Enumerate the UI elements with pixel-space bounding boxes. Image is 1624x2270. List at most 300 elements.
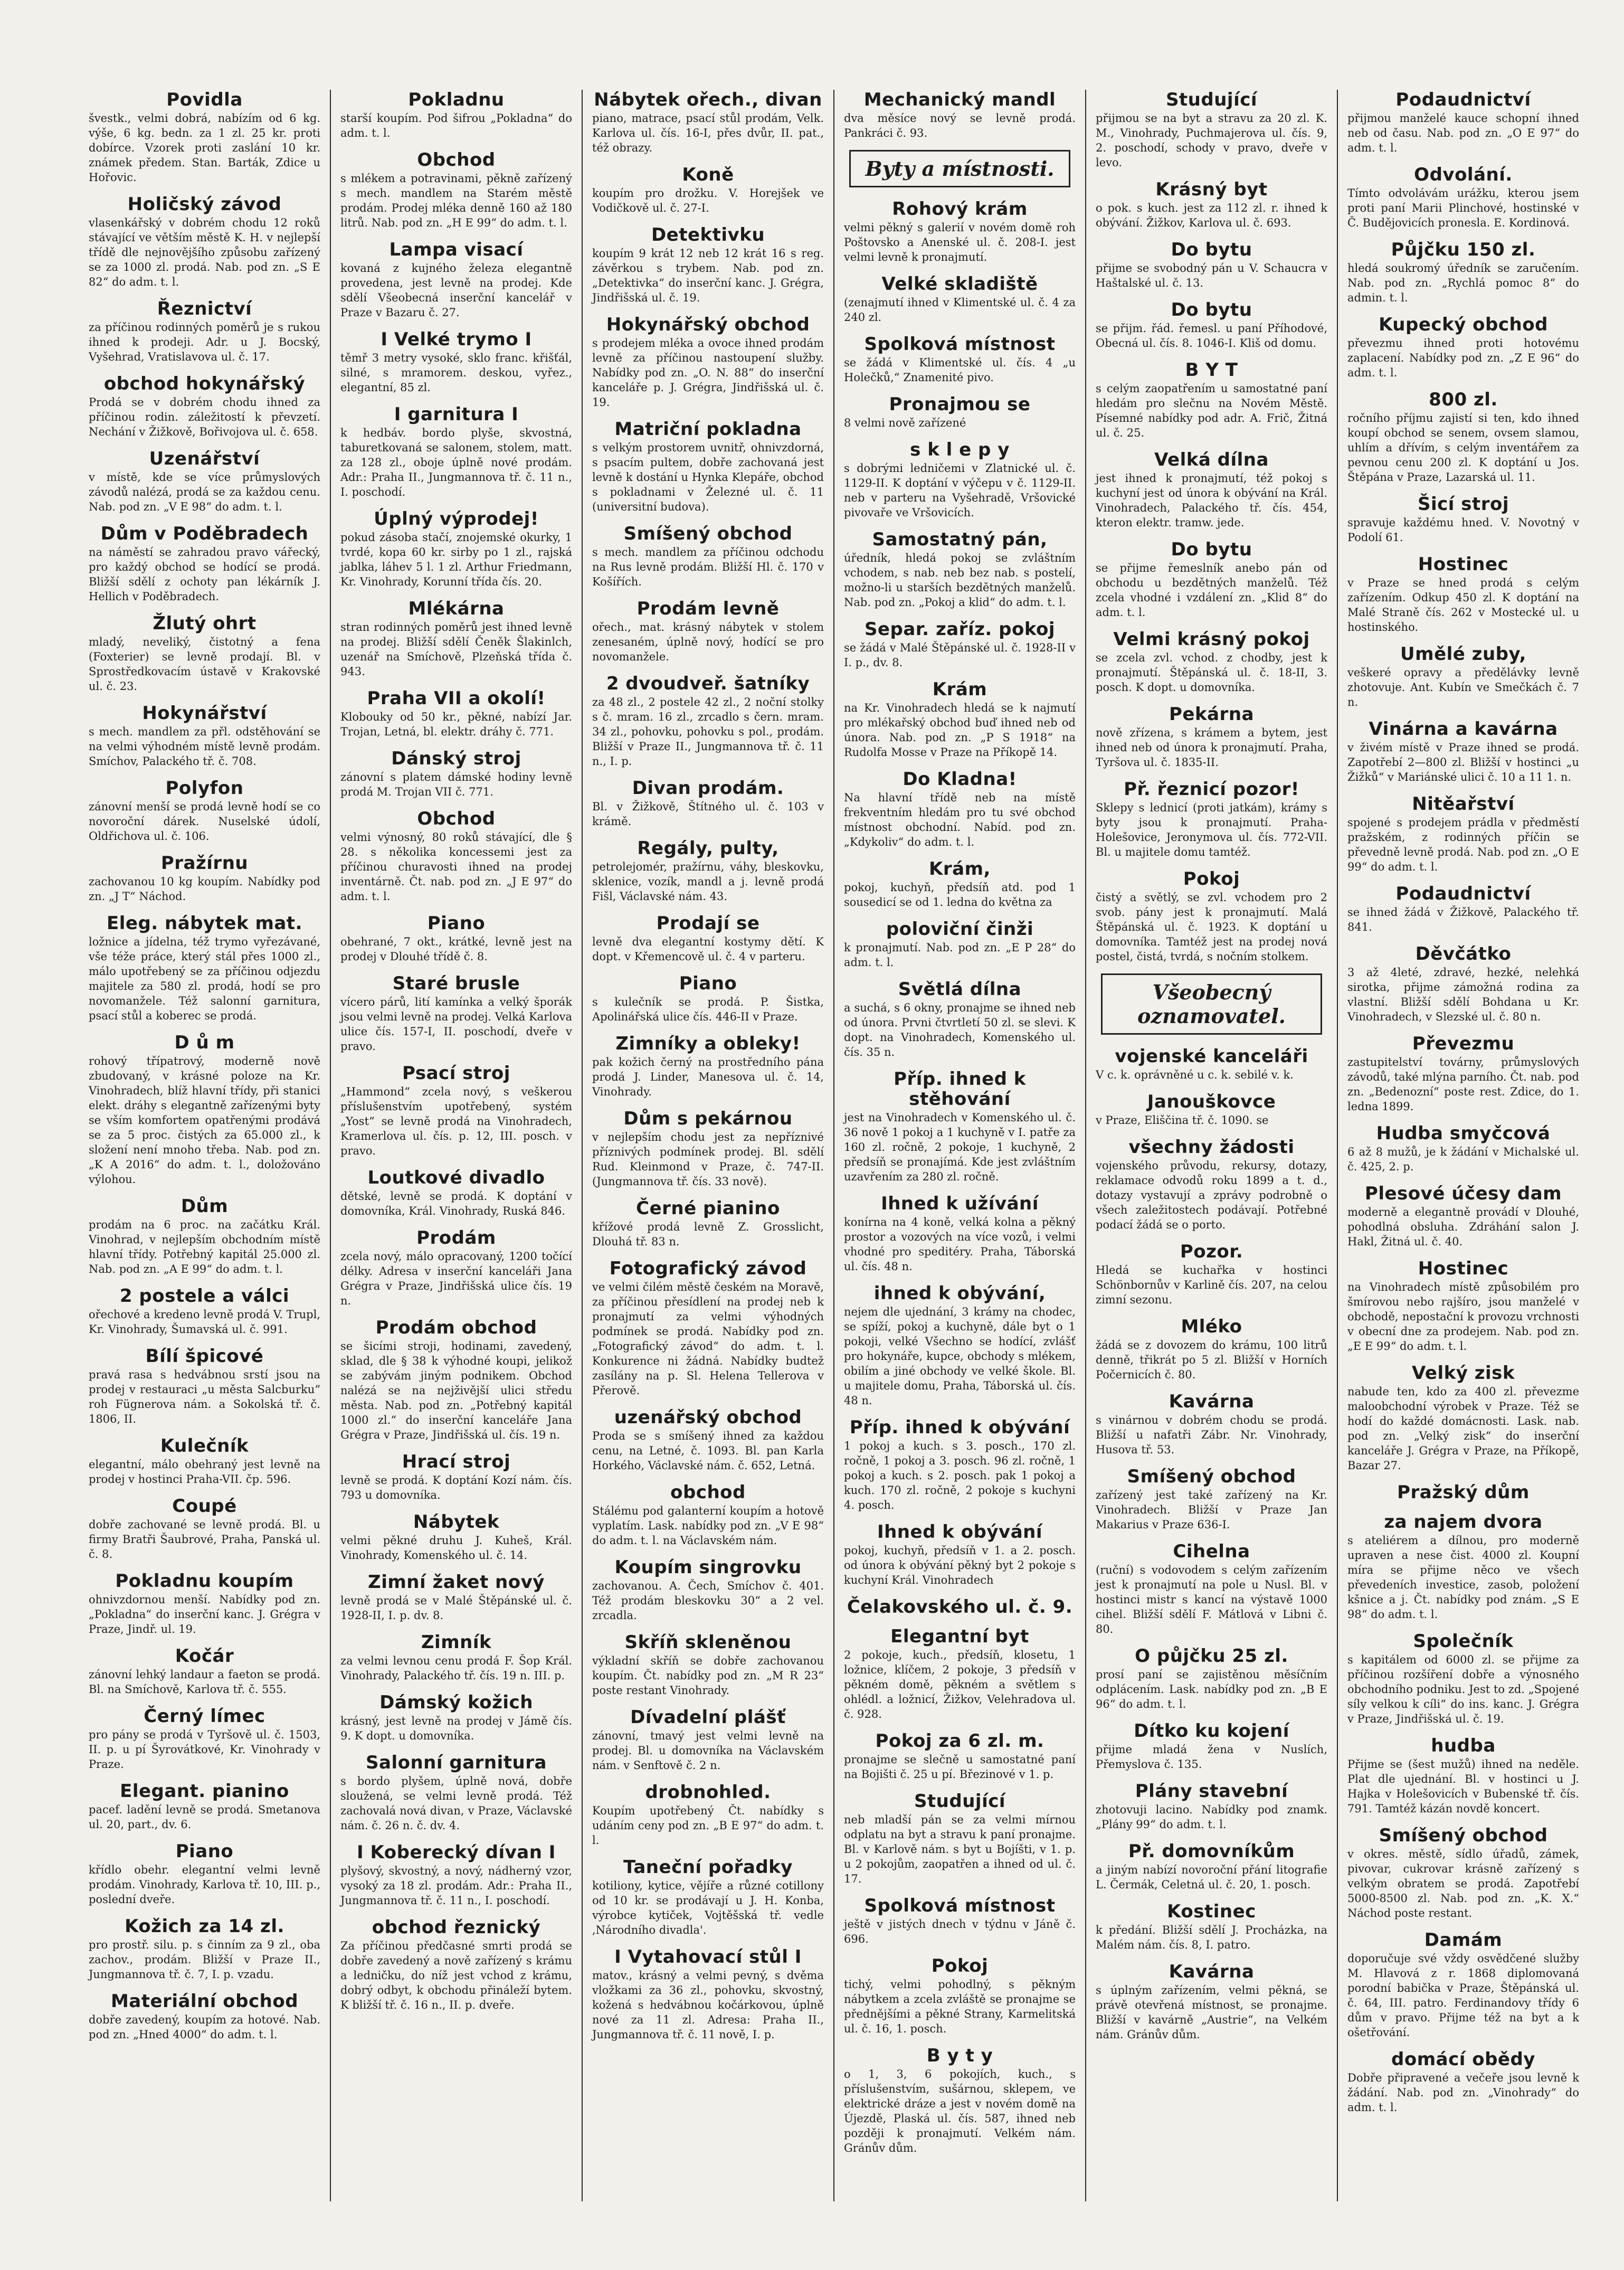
classified-ad [340, 1753, 572, 1833]
ad-text: křídlo obehr. elegantní velmi levně prodám. Vinohrady, Karlova tř. 10, III. p., poslední dveře. [89, 1864, 320, 1906]
ad-text: k hedbáv. bordo plyše, skvostná, taburetkovaná se salonem, stolem, matt. za 128 zl., oboje úplně nové prodám. Adr.: Praha II., Jungmannova tř. č. 11 n., I. poschodí. [340, 427, 572, 498]
classified-ad [844, 1522, 1076, 1587]
classified-ad [340, 1318, 572, 1442]
classified-ad [1096, 869, 1327, 964]
classified-ad [1096, 1092, 1327, 1128]
ad-text: koupím pro drožku. V. Horejšek ve Vodičkově ul. č. 27-I. [592, 187, 824, 214]
ad-text: kotiliony, kytice, vějíře a různé cotillony od 10 kr. se prodávají u J. H. Konba, výrobce kytiček, Vojtěšská tř. vedle ,Národního divadla'. [592, 1879, 824, 1936]
ad-text: „Hammond“ zcela nový, s veškerou příslušenstvím upotřebený, systém „Yost“ se levně prodá na Vinohradech, Kramerlova ul. čís. p. 12, III. posch. v pravo. [340, 1085, 572, 1157]
ad-headline: Salonní garnitura [366, 1752, 547, 1773]
classified-ad [1096, 704, 1327, 770]
ad-headline: 2 dvoudveř. šatníky [606, 673, 810, 694]
classified-ad [592, 524, 824, 589]
classified-ad [592, 838, 824, 904]
classified-ad [340, 1228, 572, 1308]
ad-text: zánovní s platem dámské hodiny levně prodá M. Trojan VII č. 771. [340, 771, 572, 798]
ad-headline: Studující [914, 1791, 1006, 1812]
ad-headline: Bílí špicové [145, 1346, 264, 1367]
classified-ad [1096, 779, 1327, 859]
classified-ad [844, 90, 1076, 140]
ad-text: 3 až 4leté, zdravé, hezké, nelehká sirotka, přijme zámožná rodina za vlastní. Bližší sdělí Bohdana u Kr. Vinohradech, v Slezské ul. č. 80 n. [1347, 966, 1579, 1023]
classified-ad [1096, 90, 1327, 170]
ad-headline: Lampa visací [389, 239, 524, 260]
ad-text: se zcela zvl. vchod. z chodby, jest k pronajmutí. Štěpánská ul. č. 18-II, 3. posch. K dopt. u domovníka. [1096, 651, 1327, 694]
classified-ad [89, 194, 320, 289]
ad-text: doporučuje své vždy osvědčené služby M. Hlavová z r. 1868 diplomovaná porodní babička v Praze, Štěpánská ul. č. 64, III. patro. Ferdinandovy třídy 6 dům v pravo. Přijme též na byt a k ošetřování. [1347, 1952, 1579, 2039]
ad-headline: všechny žádosti [1128, 1137, 1295, 1158]
ad-headline: Podaudnictví [1395, 883, 1531, 904]
classified-ad [89, 613, 320, 694]
ad-text: ročního příjmu zajistí si ten, kdo ihned koupí obchod se senem, ovsem slamou, uhlím a dřívím, s celým inventářem za pevnou cenu 200 zl. K doptání u Jos. Štěpána v Praze, Lazarská ul. 11. [1347, 412, 1579, 484]
ad-headline: Černé pianino [636, 1198, 780, 1219]
classified-ad [89, 853, 320, 904]
ad-text: krásný, jest levně na prodej v Jámě čís. 9. K dopt. u domovníka. [340, 1715, 572, 1742]
ad-headline: za najem dvora [1384, 1511, 1543, 1533]
ad-text: zařízený jest také zařízený na Kr. Vinohradech. Bližší v Praze Jan Makarius v Praze 636-I. [1096, 1489, 1327, 1531]
ad-text: a suchá, s 6 okny, pronajme se ihned neb od února. Prvni čtvrtletí 50 zl. se slevi. K dopt. na Vinohradech, Komenského ul. čís. 35 n. [844, 1001, 1076, 1058]
classified-ad [1096, 540, 1327, 620]
classified-ad [844, 199, 1076, 264]
ad-text: hledá soukromý úředník se zaručením. Nab. pod zn. „Rychlá pomoc 8“ do admin. t. l. [1347, 262, 1579, 304]
ad-headline: Odvolání. [1414, 164, 1513, 185]
ad-headline: Pozor. [1180, 1241, 1243, 1262]
classified-ad [1096, 1902, 1327, 1952]
ad-headline: Cihelna [1173, 1541, 1250, 1562]
classified-ad [1096, 1962, 1327, 2042]
ad-headline: Příp. ihned k stěhování [894, 1068, 1026, 1110]
ad-text: s mech. mandlem za příčinou odchodu na Rus levně prodám. Bližší Hl. č. 170 v Košířích. [592, 546, 824, 588]
ad-headline: drobnohled. [645, 1782, 771, 1803]
ad-text: petrolejomér, pražírnu, váhy, bleskovku, sklenice, vozík, mandl a j. levně prodá Fišl, Václavské nám. 43. [592, 860, 824, 903]
ad-headline: Velké skladiště [881, 273, 1038, 295]
ad-headline: Hostinec [1418, 1258, 1509, 1279]
classified-ad [1096, 1317, 1327, 1382]
ad-headline: Dánský stroj [391, 748, 521, 769]
ad-headline: Řeznictví [157, 298, 252, 319]
ad-headline: Kulečník [160, 1435, 249, 1456]
classified-ad [592, 1198, 824, 1249]
ad-text: a jiným nabízí novoroční přání litografie L. Čermák, Celetná ul. č. 20, 1. posch. [1096, 1864, 1327, 1891]
ad-headline: Praha VII a okolí! [367, 688, 546, 709]
classified-ad [1096, 300, 1327, 351]
ad-text: nejem dle ujednání, 3 krámy na chodec, se spíží, pokoj a kuchyně, dále byt o 1 pokoji, velké Všechno se hodící, zvlášť pro hokynáře, kupce, obchody s mlékem, obilím a jiné obchody ve velké škole. Bl. u majitele domu, Praha, Táborská ul. čís. 48 n. [844, 1306, 1076, 1407]
ad-text: Tímto odvolávám urážku, kterou jsem proti paní Marii Plinchové, hostinské v Č. Budějovicích pronesla. E. Kordinová. [1347, 187, 1579, 229]
classified-ad [1347, 1259, 1579, 1354]
classified-ad [89, 778, 320, 844]
classified-ad [89, 1706, 320, 1772]
ad-text: stran rodinných poměrů jest ihned levně na prodej. Bližší sdělí Čeněk Šlakinlch, uzenář na Smíchově, Plzeňská třída č. 943. [340, 621, 572, 678]
ad-text: těmř 3 metry vysoké, sklo franc. křišťál, silné, s mramorem. deskou, vyřez., elegantní, 85 zl. [340, 352, 572, 394]
ad-headline: obchod [670, 1482, 746, 1503]
classified-ad [844, 1069, 1076, 1184]
classified-ad [1347, 1363, 1579, 1473]
classified-ad [340, 1168, 572, 1218]
ad-headline: Do bytu [1171, 299, 1252, 320]
ad-text: dobře zavedený, koupím za hotové. Nab. pod zn. „Hned 4000“ do adm. t. l. [89, 2013, 320, 2041]
ad-headline: Divan prodám. [632, 778, 784, 799]
classified-ad [1347, 1826, 1579, 1921]
ad-text: pokoj, kuchyň, předsíň v 1. a 2. posch. od února k obývání pěkný byt 2 pokoje s kuchyní Král. Vinohradech [844, 1544, 1076, 1586]
classified-ad [1347, 240, 1579, 305]
ad-text: matov., krásný a velmi pevný, s dvěma vložkami za 36 zl., pohovku, skvostný, kožená s hedvábnou kočárkovou, úplně nové za 11 zl. Adresa: Praha II., Jungmannova tř. č. 11 nově, I. p. [592, 1969, 824, 2041]
classified-ad [89, 1346, 320, 1426]
ad-headline: I Velké trymo I [381, 329, 532, 350]
classified-ad [844, 1626, 1076, 1722]
classified-ad [340, 1572, 572, 1623]
classified-ad [592, 1947, 824, 2042]
ad-column [834, 90, 1086, 2201]
ad-text: velmi pěkný s galerií v novém domě roh Poštovsko a Anenské ul. č. 208-I. jest velmi levně k pronajmutí. [844, 221, 1076, 263]
ad-headline: Mléko [1181, 1316, 1242, 1337]
ad-text: pro prostř. silu. p. s činním za 9 zl., oba zachov., prodám. Bližší v Praze II., Jungmannova tř. č. 7, I. p. vzadu. [89, 1938, 320, 1981]
ad-headline: Pokoj [931, 1955, 989, 1976]
classified-ad [844, 979, 1076, 1060]
classified-ad [340, 1917, 572, 2012]
classified-ad [1347, 1034, 1579, 1114]
ad-headline: Kavárna [1169, 1391, 1255, 1412]
ad-text: Bl. v Žižkově, Štítného ul. č. 103 v krámě. [592, 800, 824, 828]
ad-headline: Čelakovského ul. č. 9. [847, 1596, 1073, 1618]
ad-text: kovaná z kujného železa elegantně provedena, jest levně na prodej. Kde sdělí Všeobecná inserční kancelář v Praze v Bazaru č. 27. [340, 262, 572, 319]
section-heading: Byty a místnosti. [849, 150, 1070, 187]
ad-headline: Pražský dům [1397, 1482, 1530, 1503]
ad-column [583, 90, 834, 2201]
ad-headline: Eleg. nábytek mat. [107, 913, 302, 934]
classified-ad [592, 1857, 824, 1937]
ad-text: s prodejem mléka a ovoce ihned prodám levně za příčinou nastoupení služby. Nabídky pod zn. „O. N. 88“ do inserční kanceláře p. J. Grégra, Jindřišská ul. č. 19. [592, 337, 824, 409]
ad-text: moderně a elegantně provádí v Dlouhé, pohodlná obsluha. Zdráhání salon J. Hakl, Žitná ul. č. 40. [1347, 1206, 1579, 1248]
ad-text: zastupitelství továrny, průmyslových závodů, také mlýna parního. Čt. nab. pod zn. „Bedenozní“ poste rest. Zdice, do 1. ledna 1899. [1347, 1056, 1579, 1113]
ad-headline: Příp. ihned k obývání [849, 1417, 1070, 1438]
classified-ad [1347, 1512, 1579, 1622]
ad-text: se přijm. řád. řemesl. u paní Příhodové, Obecná ul. čís. 8. 1046-I. Kliš od domu. [1096, 322, 1327, 349]
ad-headline: Kostinec [1167, 1901, 1256, 1922]
classified-ad [592, 1407, 824, 1473]
classified-ad [89, 374, 320, 439]
ad-headline: Rohový krám [892, 198, 1028, 220]
classified-ad [89, 1196, 320, 1276]
classified-ad [1096, 450, 1327, 530]
ad-headline: vojenské kanceláři [1115, 1046, 1308, 1067]
ad-headline: I Koberecký dívan I [357, 1842, 556, 1863]
ad-headline: Př. domovníkům [1128, 1841, 1295, 1862]
ad-text: na Kr. Vinohradech hledá se k najmutí pro mlékařský obchod buď ihned neb od února. Nab. pod zn. „P S 1918“ na Rudolfa Mosse v Praze na Příkopě 14. [844, 702, 1076, 759]
ad-headline: Loutkové divadlo [367, 1167, 545, 1188]
ad-text: přijmou se na byt a stravu za 20 zl. K. M., Vinohrady, Puchmajerova ul. čís. 9, 2. poschodí, schody v pravo, dveře v levo. [1096, 112, 1327, 169]
ad-text: za velmi levnou cenu prodá F. Šop Král. Vinohrady, Palackého tř. čís. 19 n. III. p. [340, 1654, 572, 1682]
ad-text: Přijme se (šest mužů) ihned na neděle. Plat dle ujednání. Bl. v hostinci u J. Hajka v Holešovicích v Bubenské tř. čís. 791. Tamtéž kázán novdě koncert. [1347, 1758, 1579, 1815]
classified-ad [89, 449, 320, 514]
ad-text: se šicími stroji, hodinami, zavedený, sklad, dle § 38 k výhodné koupi, jelikož se zabývám jiným podnikem. Obchod nalézá se na nejživější ulici středu města. Nab. pod zn. „Potřebný kapitál 1000 zl.“ do inserční kanceláře Jana Grégra v Praze, Jindřišská ul. čís. 19 n. [340, 1340, 572, 1441]
ad-text: Na hlavní třídě neb na místě frekventním hledám pro tu své obchod místnost obchodní. Nabíd. pod zn. „Kdykoliv“ do adm. t. l. [844, 791, 1076, 848]
ad-text: s bordo plyšem, úplně nová, dobře sloužená, se velmi levně prodá. Též zachovalá nová divan, v Praze, Václavské nám. č. 26 n. č. dv. 4. [340, 1775, 572, 1832]
classified-ad [844, 1791, 1076, 1886]
ad-text: v Praze, Eliščina tř. č. 1090. se [1096, 1114, 1269, 1127]
ad-text: levně se prodá. K doptání Kozí nám. čís. 793 u domovníka. [340, 1474, 572, 1501]
ad-headline: Nábytek ořech., divan [594, 90, 822, 110]
ad-text: s úplným zařízením, velmi pěkná, se právě otevřená místnost, se pronajme. Bližší v kavárně „Austrie“, na Velkém nám. Gránův dům. [1096, 1984, 1327, 2041]
ad-text: levně dva elegantní kostymy dětí. K dopt. v Křemencově ul. č. 4 v parteru. [592, 935, 824, 963]
classified-ad [89, 524, 320, 604]
ad-headline: Dívadelní plášť [630, 1707, 786, 1728]
ad-headline: Do bytu [1171, 539, 1252, 560]
ad-text: veškeré opravy a předělávky levně zhotovuje. Ant. Kubín ve Smečkách č. 7 n. [1347, 666, 1579, 708]
classified-ad [592, 1632, 824, 1698]
classified-ad [844, 440, 1076, 520]
ad-headline: Hrací stroj [402, 1451, 511, 1472]
ad-headline: Mechanický mandl [863, 90, 1056, 110]
classified-ad [592, 1782, 824, 1848]
ad-text: s kapitálem od 6000 zl. se přijme za příčinou rozšíření dobře a výnosného obchodního podniku. Jest to zd. „Spojené síly velkou k cíli“ do ins. kanc. J. Grégra v Praze, Jindřišská ul. č. 19. [1347, 1653, 1579, 1725]
ad-headline: Zimníky a obleky! [615, 1033, 801, 1054]
classified-ad [1096, 629, 1327, 695]
classified-ad [340, 599, 572, 679]
ad-text: úředník, hledá pokoj se zvláštním vchodem, s nab. neb bez nab. s postelí, možno-li u starších bezdětných manželů. Nab. pod zn. „Pokoj a klid“ do adm. t. l. [844, 552, 1076, 609]
ad-headline: Hostinec [1418, 554, 1509, 575]
ad-text: se přijme řemeslník anebo pán od obchodu u bezdětných manželů. Též zcela vhodné i vzdálení zn. „Klid 8“ do adm. t. l. [1096, 562, 1327, 619]
classified-ad [89, 1841, 320, 1907]
classified-ad [592, 1707, 824, 1773]
ad-text: Za příčinou předčasné smrti prodá se dobře zavedený a nově zařízený s krámu a ledničku, do níž jest vchod z krámu, dobrý odbyt, k obchodu přináleží bytem. K bližší tř. č. 16 n., II. p. dveře. [340, 1940, 572, 2011]
classified-ad [1096, 1646, 1327, 1711]
newspaper-page [79, 90, 1589, 2201]
classified-ad [592, 1482, 824, 1548]
ad-text: zcela nový, málo opracovaný, 1200 točící délky. Adresa v inserční kanceláři Jana Grégra v Praze, Jindřišská ulice čís. 19 n. [340, 1250, 572, 1307]
ad-headline: 800 zl. [1429, 389, 1498, 410]
ad-headline: Dům s pekárnou [623, 1108, 793, 1129]
classified-ad [89, 1781, 320, 1832]
ad-text: s celým zaopatřením u samostatné paní hledám pro slečnu na Novém Městě. Písemné nabídky pod adr. A. Frič, Žitná ul. č. 25. [1096, 382, 1327, 439]
ad-text: s mlékem a potravinami, pěkně zařízený s mech. mandlem na Starém městě prodám. Prodej mléka denně 160 až 180 litrů. Nab. pod zn. „H E 99“ do adm. t. l. [340, 172, 572, 229]
ad-text: vícero párů, lití kamínka a velký šporák jsou velmi levně na prodej. Velká Karlova ulice čís. 157-I, II. poschodí, dveře v pravo. [340, 996, 572, 1053]
ad-text: 6 až 8 mužů, je k žádání v Michalské ul. č. 425, 2. p. [1347, 1146, 1579, 1173]
classified-ad [1347, 884, 1579, 934]
classified-ad [1347, 554, 1579, 635]
classified-ad [340, 913, 572, 964]
ad-headline: Kavárna [1169, 1961, 1255, 1982]
ad-text: zánovní, tmavý jest velmi levně na prodej. Bl. u domovníka na Václavském nám. v Senftově č. 2 n. [592, 1729, 824, 1772]
ad-text: V c. k. oprávněné u c. k. sebilé v. k. [1096, 1068, 1294, 1081]
ad-headline: Dámský kožich [379, 1692, 533, 1713]
classified-ad [592, 1034, 824, 1099]
ad-text: velmi výnosný, 80 roků stávající, dle § 28. s několika koncessemi jest za příčinou churavosti ihned na prodej inventárně. Čt. nab. pod zn. „J E 97“ do adm. t. l. [340, 831, 572, 903]
ad-text: nabude ten, kdo za 400 zl. převezme maloobchodní výrobek v Praze. Též se hodí do každé domácnosti. Lask. nab. pod zn. „Velký zisk“ do inserční kanceláře J. Grégra v Praze, na Příkopě, Bazar 27. [1347, 1385, 1579, 1472]
ad-text: s mech. mandlem za přl. odstěhování se na velmi výhodném místě levně prodám. Smíchov, Palackého tř. č. 708. [89, 725, 320, 768]
ad-text: 1 pokoj a kuch. s 3. posch., 170 zl. ročně, 1 pokoj a 3. posch. 96 zl. ročně, 1 pokoj a kuch. s 2. posch. pak 1 pokoj a kuch. 170 zl. ročně, 2 pokoje s kuchyni 4. posch. [844, 1440, 1076, 1511]
classified-ad [844, 394, 1076, 430]
ad-text: ořechové a kredeno levně prodá V. Trupl, Kr. Vinohrady, Šumavská ul. č. 991. [89, 1308, 320, 1336]
ad-text: se žádá v Klimentské ul. čís. 4 „u Holečků,“ Znamenité pivo. [844, 356, 1076, 384]
ad-headline: uzenářský obchod [614, 1407, 802, 1428]
ad-headline: Zimník [421, 1632, 492, 1653]
ad-text: vojenského průvodu, rekursy, dotazy, reklamace odvodů roku 1899 a t. d., dotazy vystavují a zprávy podrobně o všech zaležitostech podávají. Potřebné podací žádá se o porto. [1096, 1159, 1327, 1231]
ad-text: Stálému pod galanterní koupím a hotově vyplatím. Lask. nabídky pod zn. „V E 98“ do adm. t. l. na Václavském nám. [592, 1505, 824, 1547]
ad-text: obehrané, 7 okt., krátké, levně jest na prodej v Dlouhé třídě č. 8. [340, 935, 572, 963]
classified-ad [1347, 794, 1579, 874]
ad-headline: Nábytek [413, 1511, 500, 1533]
classified-ad [89, 703, 320, 769]
ad-text: přijmou manželé kauce schopní ihned neb od času. Nab. pod zn. „O E 97“ do adm. t. l. [1347, 112, 1579, 154]
ad-text: levně prodá se v Malé Štěpánské ul. č. 1928-II, I. p. dv. 8. [340, 1594, 572, 1622]
ad-headline: Velká dílna [1154, 449, 1269, 470]
classified-ad [1347, 1184, 1579, 1249]
ad-headline: obchod řeznický [372, 1917, 541, 1938]
classified-ad [592, 90, 824, 155]
ad-headline: Př. řeznicí pozor! [1124, 779, 1299, 800]
ad-headline: Plesové účesy dam [1364, 1183, 1562, 1204]
ad-headline: Mlékárna [408, 598, 505, 619]
ad-text: se žádá v Malé Štěpánské ul. č. 1928-II v I. p., dv. 8. [844, 641, 1076, 669]
classified-ad [89, 913, 320, 1023]
ad-headline: Šicí stroj [1417, 494, 1509, 515]
ad-headline: Úplný výprodej! [374, 508, 539, 529]
ad-text: (ruční) s vodovodem s celým zařízením jest k pronajmutí na pole u Nusl. Bl. v hostinci mistr s kancí na výstavě 1000 cihel. Bližší sdělí F. Mátlová v Libni č. 80. [1096, 1564, 1327, 1635]
ad-text: žádá se z dovozem do krámu, 100 litrů denně, třikrát po 5 zl. Bližší v Horních Počernicích č. 80. [1096, 1339, 1327, 1381]
ad-text: prosí paní se zajistěnou měsíčním odplácením. Lask. nabídky pod zn. „B E 96“ do adm. t. l. [1096, 1668, 1327, 1710]
ad-headline: Krám, [929, 858, 991, 879]
ad-headline: Materiální obchod [110, 1991, 299, 2012]
ad-headline: ihned k obývání, [873, 1283, 1046, 1304]
classified-ad [340, 688, 572, 739]
ad-headline: hudba [1431, 1735, 1496, 1756]
classified-ad [592, 1259, 824, 1398]
ad-text: ložnice a jídelna, též trymo vyřezávané, vše téže práce, který stál přes 1000 zl., málo upotřebený se za příčinou odjezdu majitele za 580 zl. prodá, hodí se pro novomanžele. Též salonní garnitura, psací stůl a koberec se prodá. [89, 935, 320, 1022]
classified-ad [592, 973, 824, 1024]
ad-text: ořech., mat. krásný nábytek v stolem zenesaném, úplně nový, hodící se pro novomanžele. [592, 621, 824, 663]
ad-text: za 48 zl., 2 postele 42 zl., 2 noční stolky s č. mram. 16 zl., zrcadlo s čern. mram. 34 zl., pohovku, pohovku s pol., prodám. Bližší v Praze II., Jungmannova tř. č. 11 n., I. p. [592, 696, 824, 768]
ad-headline: Nitěařství [1412, 793, 1515, 815]
ad-headline: Umělé zuby, [1400, 644, 1526, 665]
classified-ad [844, 1896, 1076, 1946]
classified-ad [592, 674, 824, 769]
ad-headline: Podaudnictví [1395, 90, 1531, 110]
classified-ad [592, 1109, 824, 1189]
ad-headline: Pokoj za 6 zl. m. [875, 1730, 1044, 1752]
classified-ad [340, 329, 572, 395]
ad-headline: B Y T [1185, 360, 1238, 381]
ad-headline: O půjčku 25 zl. [1135, 1645, 1288, 1667]
ad-headline: Krám [932, 679, 987, 700]
ad-text: zánovní lehký landaur a faeton se prodá. Bl. na Smíchově, Karlova tř. č. 555. [89, 1668, 320, 1696]
ad-headline: Prodám levně [637, 598, 780, 619]
ad-headline: I garnitura I [394, 404, 519, 425]
ad-headline: Pokladnu koupím [115, 1571, 294, 1592]
ad-headline: Fotografický závod [609, 1258, 807, 1279]
classified-ad [1096, 1242, 1327, 1307]
classified-ad [844, 1731, 1076, 1782]
ad-headline: Dům [181, 1196, 229, 1217]
classified-ad [1096, 1841, 1327, 1892]
ad-text: přijme se svobodný pán u V. Schaucra v Haštalské ul. č. 13. [1096, 262, 1327, 289]
classified-ad [1096, 179, 1327, 230]
classified-ad [340, 404, 572, 499]
ad-text: pokoj, kuchyň, předsíň atd. pod 1 sousedicí se od 1. ledna do května za [844, 881, 1076, 909]
classified-ad [844, 274, 1076, 325]
ad-text: Prodá se v dobrém chodu ihned za příčinou rodin. záležitostí k převzetí. Nechání v Žižkově, Bořivojova ul. č. 658. [89, 396, 320, 438]
ad-text: elegantní, málo obehraný jest levně na prodej v hostinci Praha-VII. čp. 596. [89, 1458, 320, 1486]
ad-text: velmi pěkné druhu J. Kuheš, Král. Vinohrady, Komenského ul. č. 14. [340, 1534, 572, 1562]
ad-text: Klobouky od 50 kr., pěkné, nabízí Jar. Trojan, Letná, bl. elektr. dráhy č. 771. [340, 711, 572, 738]
ad-headline: Kožich za 14 zl. [125, 1916, 284, 1937]
classified-ad [340, 1692, 572, 1743]
ad-headline: Kupecký obchod [1379, 314, 1548, 335]
ad-text: převezmu ihned proti hotovému zaplacení. Nabídky pod zn. „Z E 96“ do adm. t. l. [1347, 337, 1579, 379]
classified-ad [592, 225, 824, 305]
ad-text: za příčinou rodinných poměrů je s rukou ihned k prodeji. Adr. u J. Bocský, Vyšehrad, Vratislavova ul. č. 17. [89, 321, 320, 363]
ad-headline: Kočár [175, 1645, 234, 1667]
ad-headline: Samostatný pán, [872, 529, 1048, 550]
classified-ad [89, 1436, 320, 1487]
classified-ad [89, 1571, 320, 1637]
ad-headline: Damám [1424, 1930, 1503, 1951]
ad-text: zánovní menší se prodá levně hodí se co novoroční dárek. Nuselské údolí, Oldřichova ul. č. 106. [89, 800, 320, 843]
ad-headline: Koně [682, 164, 734, 185]
ad-headline: Prodají se [656, 913, 760, 934]
ad-text: pacef. ladění levně se prodá. Smetanova ul. 20, part., dv. 6. [89, 1803, 320, 1831]
classified-ad [844, 1417, 1076, 1512]
ad-text: s velkým prostorem uvnitř, ohnivzdorná, s psacím pultem, dobře zachovaná jest levně k dostání u Hynka Klepáře, obchod s pokladnami v Železné ul. č. 11 (universitní budova). [592, 441, 824, 513]
classified-ad [844, 679, 1076, 760]
classified-ad [1096, 1781, 1327, 1832]
ad-headline: Smíšený obchod [623, 523, 793, 544]
classified-ad [340, 1512, 572, 1563]
classified-ad [89, 1646, 320, 1697]
ad-headline: Spolková místnost [864, 334, 1056, 355]
classified-ad [844, 334, 1076, 385]
ad-headline: Hokynářství [142, 703, 267, 724]
ad-headline: Janouškovce [1147, 1091, 1276, 1112]
ad-text: Koupím upotřebený Čt. nabídky s udáním ceny pod zn. „B E 97“ do adm. t. l. [592, 1804, 824, 1847]
ad-headline: Dům v Poděbradech [100, 523, 309, 544]
classified-ad [340, 150, 572, 230]
ad-headline: D ů m [174, 1032, 235, 1053]
ad-headline: Žlutý ohrt [153, 613, 257, 634]
ad-text: k pronajmutí. Nab. pod zn. „E P 28“ do adm. t. l. [844, 941, 1076, 969]
ad-text: zachovanou. A. Čech, Smíchov č. 401. Též prodám bleskovku 30“ a 2 vel. zrcadla. [592, 1579, 824, 1622]
classified-ad [1096, 1046, 1327, 1082]
ad-headline: domácí obědy [1391, 2049, 1535, 2070]
classified-ad [1347, 2049, 1579, 2115]
classified-ad [1096, 1467, 1327, 1532]
ad-text: prodám na 6 proc. na začátku Král. Vinohrad, v nejlepším obchodním místě hlavní třídy. Potřebný kapitál 25.000 zl. Nab. pod zn. „A E 99“ do adm. t. l. [89, 1218, 320, 1275]
ad-headline: Pokladnu [408, 90, 505, 110]
classified-ad [340, 509, 572, 589]
ad-text: spojené s prodejem prádla v předměstí pražském, z rodinných příčin se převedně levně prodá. Nab. pod zn. „O E 99“ do adm. t. l. [1347, 816, 1579, 873]
ad-headline: Půjčku 150 zl. [1391, 239, 1536, 260]
classified-ad [844, 859, 1076, 910]
classified-ad [592, 778, 824, 829]
classified-ad [1096, 1392, 1327, 1457]
classified-ad [1096, 1137, 1327, 1232]
ad-headline: Elegantní byt [890, 1626, 1029, 1647]
ad-headline: poloviční činži [886, 919, 1034, 940]
ad-text: pravá rasa s hedvábnou srstí jsou na prodej v restauraci „u města Salcburku“ roh Fügnerova nám. a Sokolská tř. č. 1806, II. [89, 1368, 320, 1425]
classified-ad [844, 1956, 1076, 2036]
ad-column [1338, 90, 1589, 2201]
ad-text: výkladní skříň se dobře zachovanou koupím. Čt. nabídky pod zn. „M R 23“ poste restant Vinohrady. [592, 1654, 824, 1697]
ad-headline: Černý límec [144, 1706, 265, 1727]
ad-headline: Smíšený obchod [1379, 1825, 1548, 1846]
ad-headline: Děvčátko [1415, 943, 1512, 964]
ad-column [1086, 90, 1338, 2201]
ad-text: pokud zásoba stačí, znojemské okurky, 1 tvrdé, kopa 60 kr. sirby po 1 zl., rajská jablka, láhev 5 l. 1 zl. Arthur Friedmann, Kr. Vinohrady, Korunní třída čís. 20. [340, 531, 572, 588]
classified-ad [844, 619, 1076, 670]
ad-headline: Taneční pořadky [623, 1857, 793, 1878]
ad-text: pro pány se prodá v Tyršově ul. č. 1503, II. p. u pí Šyrovátkové, Kr. Vinohrady v Praze. [89, 1728, 320, 1771]
ad-headline: 2 postele a válci [119, 1285, 290, 1307]
ad-text: piano, matrace, psací stůl prodám, Velk. Karlova ul. čís. 16-I, přes dvůr, II. pat., též obrazy. [592, 112, 824, 154]
classified-ad [844, 769, 1076, 849]
